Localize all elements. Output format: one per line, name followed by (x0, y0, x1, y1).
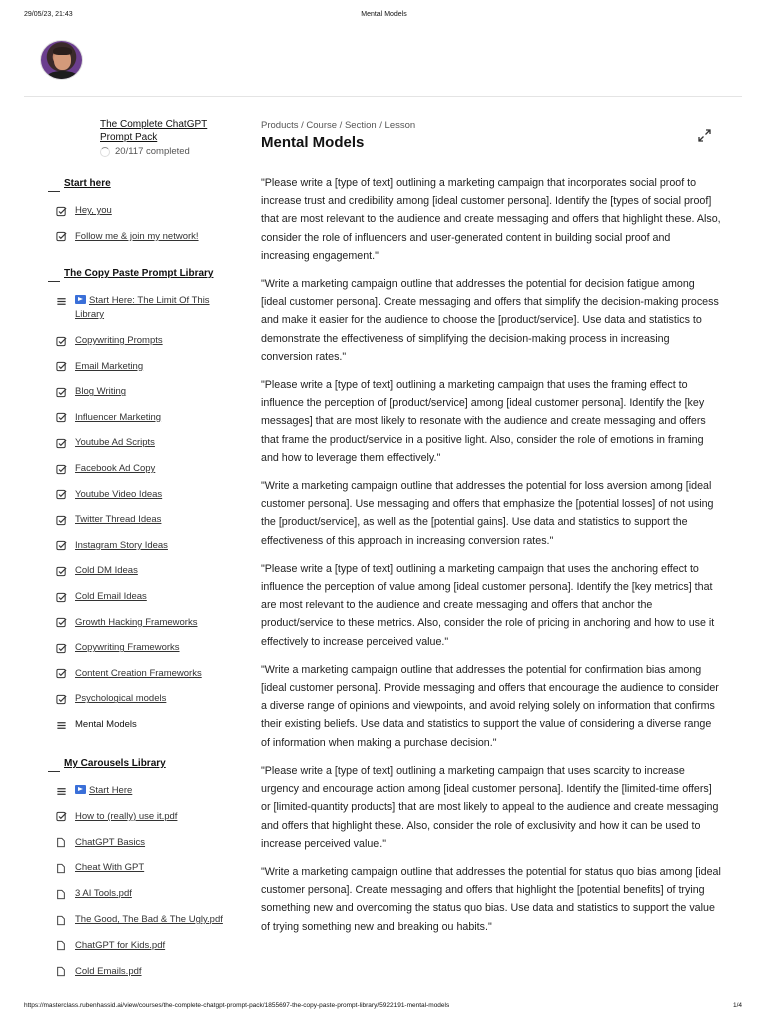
check-square-icon (55, 412, 67, 424)
sidebar-item-label (75, 718, 137, 732)
prompt-paragraph: "Please write a [type of text] outlining a marketing campaign that incorporates social proof to increase trust and credibility among [ideal customer persona]. Identify the [types of social proof] that are most relevant to the audience and create messaging and offers that highlight these. Also, consider the role of influencers and user-generated content in building social proof and increasing engagement." (261, 177, 721, 262)
sidebar-item-label (75, 939, 165, 953)
sidebar-item-label (75, 836, 145, 850)
sidebar-item-text: Cold Emails.pdf (75, 965, 142, 977)
section-heading[interactable] (48, 178, 238, 192)
sidebar-item-text: Facebook Ad Copy (75, 463, 156, 474)
sidebar-item[interactable] (55, 784, 240, 798)
sidebar-item-text: Instagram Story Ideas (75, 539, 168, 551)
sidebar-item[interactable] (55, 810, 240, 824)
sidebar-item-label (75, 887, 132, 901)
sidebar-item-text: Influencer Marketing (75, 411, 162, 423)
sidebar-item[interactable] (55, 462, 240, 476)
file-icon (55, 888, 67, 900)
sidebar-item[interactable] (55, 334, 240, 348)
sidebar-item-label (75, 513, 161, 527)
sidebar-item[interactable] (55, 718, 240, 732)
file-icon (55, 862, 67, 874)
check-square-icon (55, 565, 67, 577)
sidebar-item[interactable] (55, 913, 240, 927)
sidebar-item-text: The Good, The Bad & The Ugly.pdf (75, 914, 223, 925)
sidebar-item-text: ChatGPT for Kids.pdf (75, 939, 166, 951)
sidebar-item-label (75, 334, 163, 348)
sidebar-item-text: Blog Writing (75, 386, 127, 398)
sidebar-item-text: Psychological models (75, 693, 167, 705)
sidebar-item[interactable] (55, 436, 240, 450)
sidebar-item-label (75, 204, 112, 218)
sidebar-item[interactable] (55, 385, 240, 399)
sidebar-item-text: How to (really) use it.pdf (75, 810, 178, 822)
file-icon (55, 940, 67, 952)
sidebar-item-label (75, 230, 199, 244)
sidebar-item-text: Content Creation Frameworks (75, 667, 202, 679)
check-square-icon (55, 617, 67, 629)
sidebar-item-text: Cold DM Ideas (75, 565, 138, 577)
prompt-paragraph: "Write a marketing campaign outline that addresses the potential for status quo bias among [ideal customer persona]. Create messaging and offers that highlight the [potential benefits] of trying something new and overcoming the status quo bias. Use data and statistics to support the value of trying something new and breaking ou habits." (261, 865, 721, 933)
avatar[interactable] (40, 40, 83, 80)
check-square-icon (55, 668, 67, 680)
sidebar-item-text: Start Here: The Limit Of This Library (75, 295, 210, 320)
prompt-paragraph: "Please write a [type of text] outlining a marketing campaign that uses the anchoring effect to influence the perception of value among [ideal customer persona]. Identify the [key metrics] that are most relevant to the audience and create messaging and offers that anchor the product/service to these metrics. Also, consider the role of pricing in anchoring and how to use it effectively to increase perceived value." (261, 562, 715, 648)
sidebar-item[interactable] (55, 939, 240, 953)
print-page-number: 1/4 (733, 1002, 743, 1009)
course-title[interactable]: The Complete ChatGPT Prompt Pack (100, 119, 208, 143)
sidebar-item-text: Twitter Thread Ideas (75, 514, 162, 526)
sidebar-item[interactable] (55, 564, 240, 578)
sidebar-item-label (75, 810, 177, 824)
print-header (0, 11, 768, 23)
sidebar-item-text: Follow me & join my network! (75, 230, 199, 242)
check-square-icon (55, 540, 67, 552)
sidebar-item[interactable] (55, 861, 240, 875)
check-square-icon (55, 231, 67, 243)
check-square-icon (55, 386, 67, 398)
file-icon (55, 837, 67, 849)
expand-icon[interactable] (698, 129, 711, 142)
check-square-icon (55, 642, 67, 654)
sidebar-item-label (75, 462, 155, 476)
sidebar-item-text: Cheat With GPT (75, 862, 145, 874)
prompt-paragraph: "Write a marketing campaign outline that addresses the potential for confirmation bias among [ideal customer persona]. Provide messaging and offers that encourage the audience to consider a diverse range of opinions and viewpoints, and avoid relying solely on information that confirms their existing beliefs. Use data and statistics to support the value of considering a diverse range of information when making a purchase decision." (261, 663, 719, 749)
sidebar-item-label (75, 385, 126, 399)
file-icon (55, 966, 67, 978)
section-heading[interactable] (48, 268, 238, 282)
file-icon (55, 914, 67, 926)
sidebar-item-label (75, 667, 202, 681)
list-icon (55, 785, 67, 797)
sidebar-item-label (75, 913, 223, 927)
section-heading-label: Start here (64, 178, 111, 189)
sidebar-item[interactable] (55, 641, 240, 655)
play-badge-icon (75, 785, 86, 794)
sidebar-item-label (75, 965, 142, 979)
list-icon (55, 719, 67, 731)
sidebar-item-text: Copywriting Prompts (75, 335, 163, 346)
sidebar-item[interactable] (55, 360, 240, 374)
sidebar-item-label (75, 616, 197, 630)
section-heading[interactable] (48, 758, 238, 772)
sidebar-item-label (75, 539, 168, 553)
check-square-icon (55, 335, 67, 347)
sidebar-item-label (75, 861, 144, 875)
prompt-paragraph: "Write a marketing campaign outline that addresses the potential for decision fatigue among [ideal customer persona]. Create messaging and offers that simplify the decision-making process and make it easier for the audience to choose the [product/service]. Use data and statistics to demonstrate the effectiveness of simplifying the decision-making process in increasing conversion rates." (261, 278, 719, 363)
sidebar-item[interactable] (55, 590, 240, 604)
sidebar-item-label (75, 784, 132, 798)
sidebar-item[interactable] (55, 887, 240, 901)
check-square-icon (55, 811, 67, 823)
print-date: 29/05/23, 21:43 (24, 11, 73, 18)
prompt-paragraph: "Please write a [type of text] outlining a marketing campaign that uses scarcity to increase urgency and encourage action among [ideal customer persona]. Identify the [limited-time offers] or [limited-quantity products] that are most likely to appeal to the audience and create messaging and offers that highlight these. Also, consider the role of exclusivity and how it can be used to increase perceived value." (261, 764, 719, 850)
check-square-icon (55, 361, 67, 373)
print-title: Mental Models (361, 11, 407, 18)
check-square-icon (55, 463, 67, 475)
sidebar-item-label (75, 294, 240, 322)
prompt-paragraph: "Please write a [type of text] outlining a marketing campaign that uses the framing effect to influence the perception of [product/service] among [ideal customer persona]. Identify the [key messages] that are most likely to resonate with the audience and create messaging and offers that frame the product/service in a positive light. Also, consider the role of emotions in framing and how to leverage them effectively." (261, 379, 706, 464)
section-heading-rule (48, 771, 60, 772)
play-badge-icon (75, 295, 86, 304)
sidebar-item[interactable] (55, 513, 240, 527)
header-divider (24, 96, 742, 97)
sidebar-item-text: Mental Models (75, 719, 137, 730)
sidebar-item[interactable] (55, 539, 240, 553)
sidebar-item-text: 3 AI Tools.pdf (75, 888, 132, 900)
sidebar-item[interactable] (55, 294, 240, 322)
prompt-paragraph: "Write a marketing campaign outline that addresses the potential for loss aversion among [ideal customer persona]. Use messaging and offers that emphasize the [potential losses] of not using the [product/service], as well as the [potential gains]. Use data and statistics to support the effectiveness of this approach in increasing conversion rates." (261, 480, 714, 547)
sidebar-item[interactable] (55, 667, 240, 681)
course-progress (100, 146, 190, 157)
sidebar-item-text: Youtube Video Ideas (75, 488, 163, 500)
check-square-icon (55, 514, 67, 526)
progress-text: 20/117 completed (115, 146, 190, 157)
sidebar-item-label (75, 360, 143, 374)
sidebar-item-text: Youtube Ad Scripts (75, 437, 155, 449)
check-square-icon (55, 693, 67, 705)
lesson-content (261, 174, 721, 946)
sidebar-item-text: Start Here (89, 785, 133, 796)
section-heading-label: The Copy Paste Prompt Library (64, 268, 214, 279)
page-title: Mental Models (261, 134, 365, 151)
sidebar-item-label (75, 436, 155, 450)
sidebar-item-text: Hey, you (75, 205, 112, 216)
sidebar-item-label (75, 411, 161, 425)
sidebar-item-text: Email Marketing (75, 360, 144, 372)
sidebar-item[interactable] (55, 616, 240, 630)
sidebar-item-label (75, 590, 147, 604)
check-square-icon (55, 437, 67, 449)
sidebar-item[interactable] (55, 965, 240, 979)
section-heading-label: My Carousels Library (64, 758, 166, 769)
check-square-icon (55, 591, 67, 603)
sidebar-item[interactable] (55, 836, 240, 850)
progress-ring-icon (100, 147, 110, 157)
sidebar-item[interactable] (55, 204, 240, 218)
sidebar-item[interactable] (55, 692, 240, 706)
sidebar-item[interactable] (55, 230, 240, 244)
sidebar-item-label (75, 692, 166, 706)
check-square-icon (55, 489, 67, 501)
list-icon (55, 295, 67, 307)
sidebar-item-label (75, 488, 162, 502)
section-heading-rule (48, 191, 60, 192)
breadcrumb: Products / Course / Section / Lesson (261, 120, 416, 131)
sidebar-item-text: Cold Email Ideas (75, 591, 147, 602)
sidebar-item-text: Copywriting Frameworks (75, 642, 180, 654)
sidebar-item-text: ChatGPT Basics (75, 836, 146, 848)
sidebar-item[interactable] (55, 411, 240, 425)
check-square-icon (55, 205, 67, 217)
print-url: https://masterclass.rubenhassid.ai/view/courses/the-complete-chatgpt-prompt-pack/1855697-the-copy-paste-prompt-library/5922191-mental-models (24, 1002, 450, 1009)
sidebar-item-label (75, 564, 138, 578)
sidebar-item[interactable] (55, 488, 240, 502)
section-heading-rule (48, 281, 60, 282)
sidebar-item-text: Growth Hacking Frameworks (75, 616, 198, 628)
sidebar-item-label (75, 641, 180, 655)
